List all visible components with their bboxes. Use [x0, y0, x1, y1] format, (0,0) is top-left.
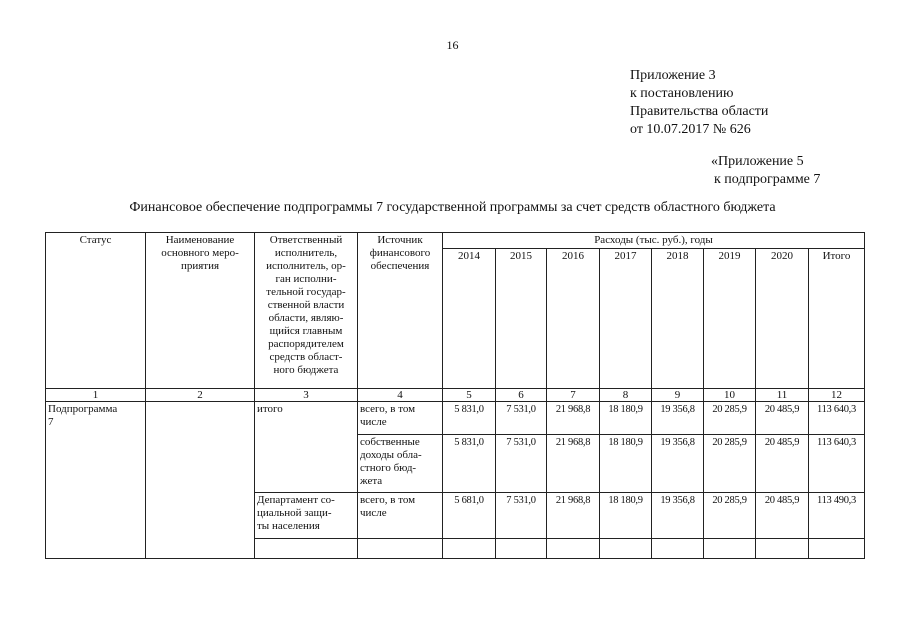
- header-source: Источник финансового обеспечения: [358, 233, 443, 389]
- table-row: [46, 402, 865, 435]
- value-cell: 20 485,9: [756, 435, 809, 493]
- value-cell: [600, 539, 652, 559]
- source-cell: всего, в том числе: [358, 402, 443, 435]
- column-index: 7: [547, 389, 600, 402]
- value-cell: 20 485,9: [756, 493, 809, 539]
- appendix-3-block: [630, 67, 768, 139]
- value-cell: 21 968,8: [547, 402, 600, 435]
- header-year: 2016: [547, 249, 600, 389]
- value-cell: 18 180,9: [600, 402, 652, 435]
- header-year: 2015: [496, 249, 547, 389]
- responsible-cell: [255, 539, 358, 559]
- appendix-3-line: от 10.07.2017 № 626: [630, 122, 751, 137]
- total-cell: 113 640,3: [809, 402, 865, 435]
- column-index: 8: [600, 389, 652, 402]
- source-cell: собственные доходы обла- стного бюд- жета: [358, 435, 443, 493]
- header-total: Итого: [809, 249, 865, 389]
- value-cell: 19 356,8: [652, 402, 704, 435]
- header-year: 2019: [704, 249, 756, 389]
- appendix-3-line: Приложение 3: [630, 68, 716, 83]
- column-index: 6: [496, 389, 547, 402]
- value-cell: 20 285,9: [704, 402, 756, 435]
- total-cell: 113 640,3: [809, 435, 865, 493]
- column-index: 5: [443, 389, 496, 402]
- header-responsible: Ответственный исполнитель, исполнитель, ор- ган исполни- тельной государ- ственной власти области, являю- щийся главным распорядителем средств област- ного бюджета: [255, 233, 358, 389]
- header-expenses: Расходы (тыс. руб.), годы: [443, 233, 865, 249]
- status-cell: Подпрограмма 7: [46, 402, 146, 559]
- appendix-5-line: «Приложение 5: [711, 154, 804, 169]
- value-cell: 21 968,8: [547, 493, 600, 539]
- responsible-cell: итого: [255, 402, 358, 493]
- source-cell: всего, в том числе: [358, 493, 443, 539]
- responsible-cell: Департамент со- циальной защи- ты населения: [255, 493, 358, 539]
- value-cell: 19 356,8: [652, 435, 704, 493]
- column-index: 1: [46, 389, 146, 402]
- value-cell: [652, 539, 704, 559]
- value-cell: 18 180,9: [600, 435, 652, 493]
- column-index-row: [46, 389, 865, 402]
- value-cell: 20 485,9: [756, 402, 809, 435]
- appendix-5-block: [711, 153, 820, 189]
- header-year: 2014: [443, 249, 496, 389]
- total-cell: [809, 539, 865, 559]
- page-number: 16: [446, 38, 459, 52]
- column-index: 11: [756, 389, 809, 402]
- value-cell: [547, 539, 600, 559]
- value-cell: 19 356,8: [652, 493, 704, 539]
- value-cell: [704, 539, 756, 559]
- value-cell: [496, 539, 547, 559]
- header-year: 2017: [600, 249, 652, 389]
- event-name-cell: [146, 402, 255, 559]
- value-cell: 7 531,0: [496, 402, 547, 435]
- value-cell: 20 285,9: [704, 493, 756, 539]
- financing-table: [45, 232, 865, 559]
- value-cell: [443, 539, 496, 559]
- column-index: 3: [255, 389, 358, 402]
- column-index: 12: [809, 389, 865, 402]
- value-cell: 7 531,0: [496, 435, 547, 493]
- value-cell: 5 681,0: [443, 493, 496, 539]
- value-cell: 21 968,8: [547, 435, 600, 493]
- value-cell: 5 831,0: [443, 435, 496, 493]
- column-index: 9: [652, 389, 704, 402]
- total-cell: 113 490,3: [809, 493, 865, 539]
- table-header-row: [46, 233, 865, 249]
- column-index: 2: [146, 389, 255, 402]
- document-title: Финансовое обеспечение подпрограммы 7 государственной программы за счет средств областного бюджета: [129, 200, 776, 215]
- appendix-3-line: к постановлению: [630, 86, 734, 101]
- source-cell: [358, 539, 443, 559]
- appendix-5-line: к подпрограмме 7: [714, 172, 821, 187]
- header-year: 2020: [756, 249, 809, 389]
- header-year: 2018: [652, 249, 704, 389]
- header-status: Статус: [46, 233, 146, 389]
- value-cell: [756, 539, 809, 559]
- value-cell: 20 285,9: [704, 435, 756, 493]
- column-index: 4: [358, 389, 443, 402]
- value-cell: 7 531,0: [496, 493, 547, 539]
- appendix-3-line: Правительства области: [630, 104, 769, 119]
- value-cell: 5 831,0: [443, 402, 496, 435]
- value-cell: 18 180,9: [600, 493, 652, 539]
- header-event-name: Наименование основного меро- приятия: [146, 233, 255, 389]
- column-index: 10: [704, 389, 756, 402]
